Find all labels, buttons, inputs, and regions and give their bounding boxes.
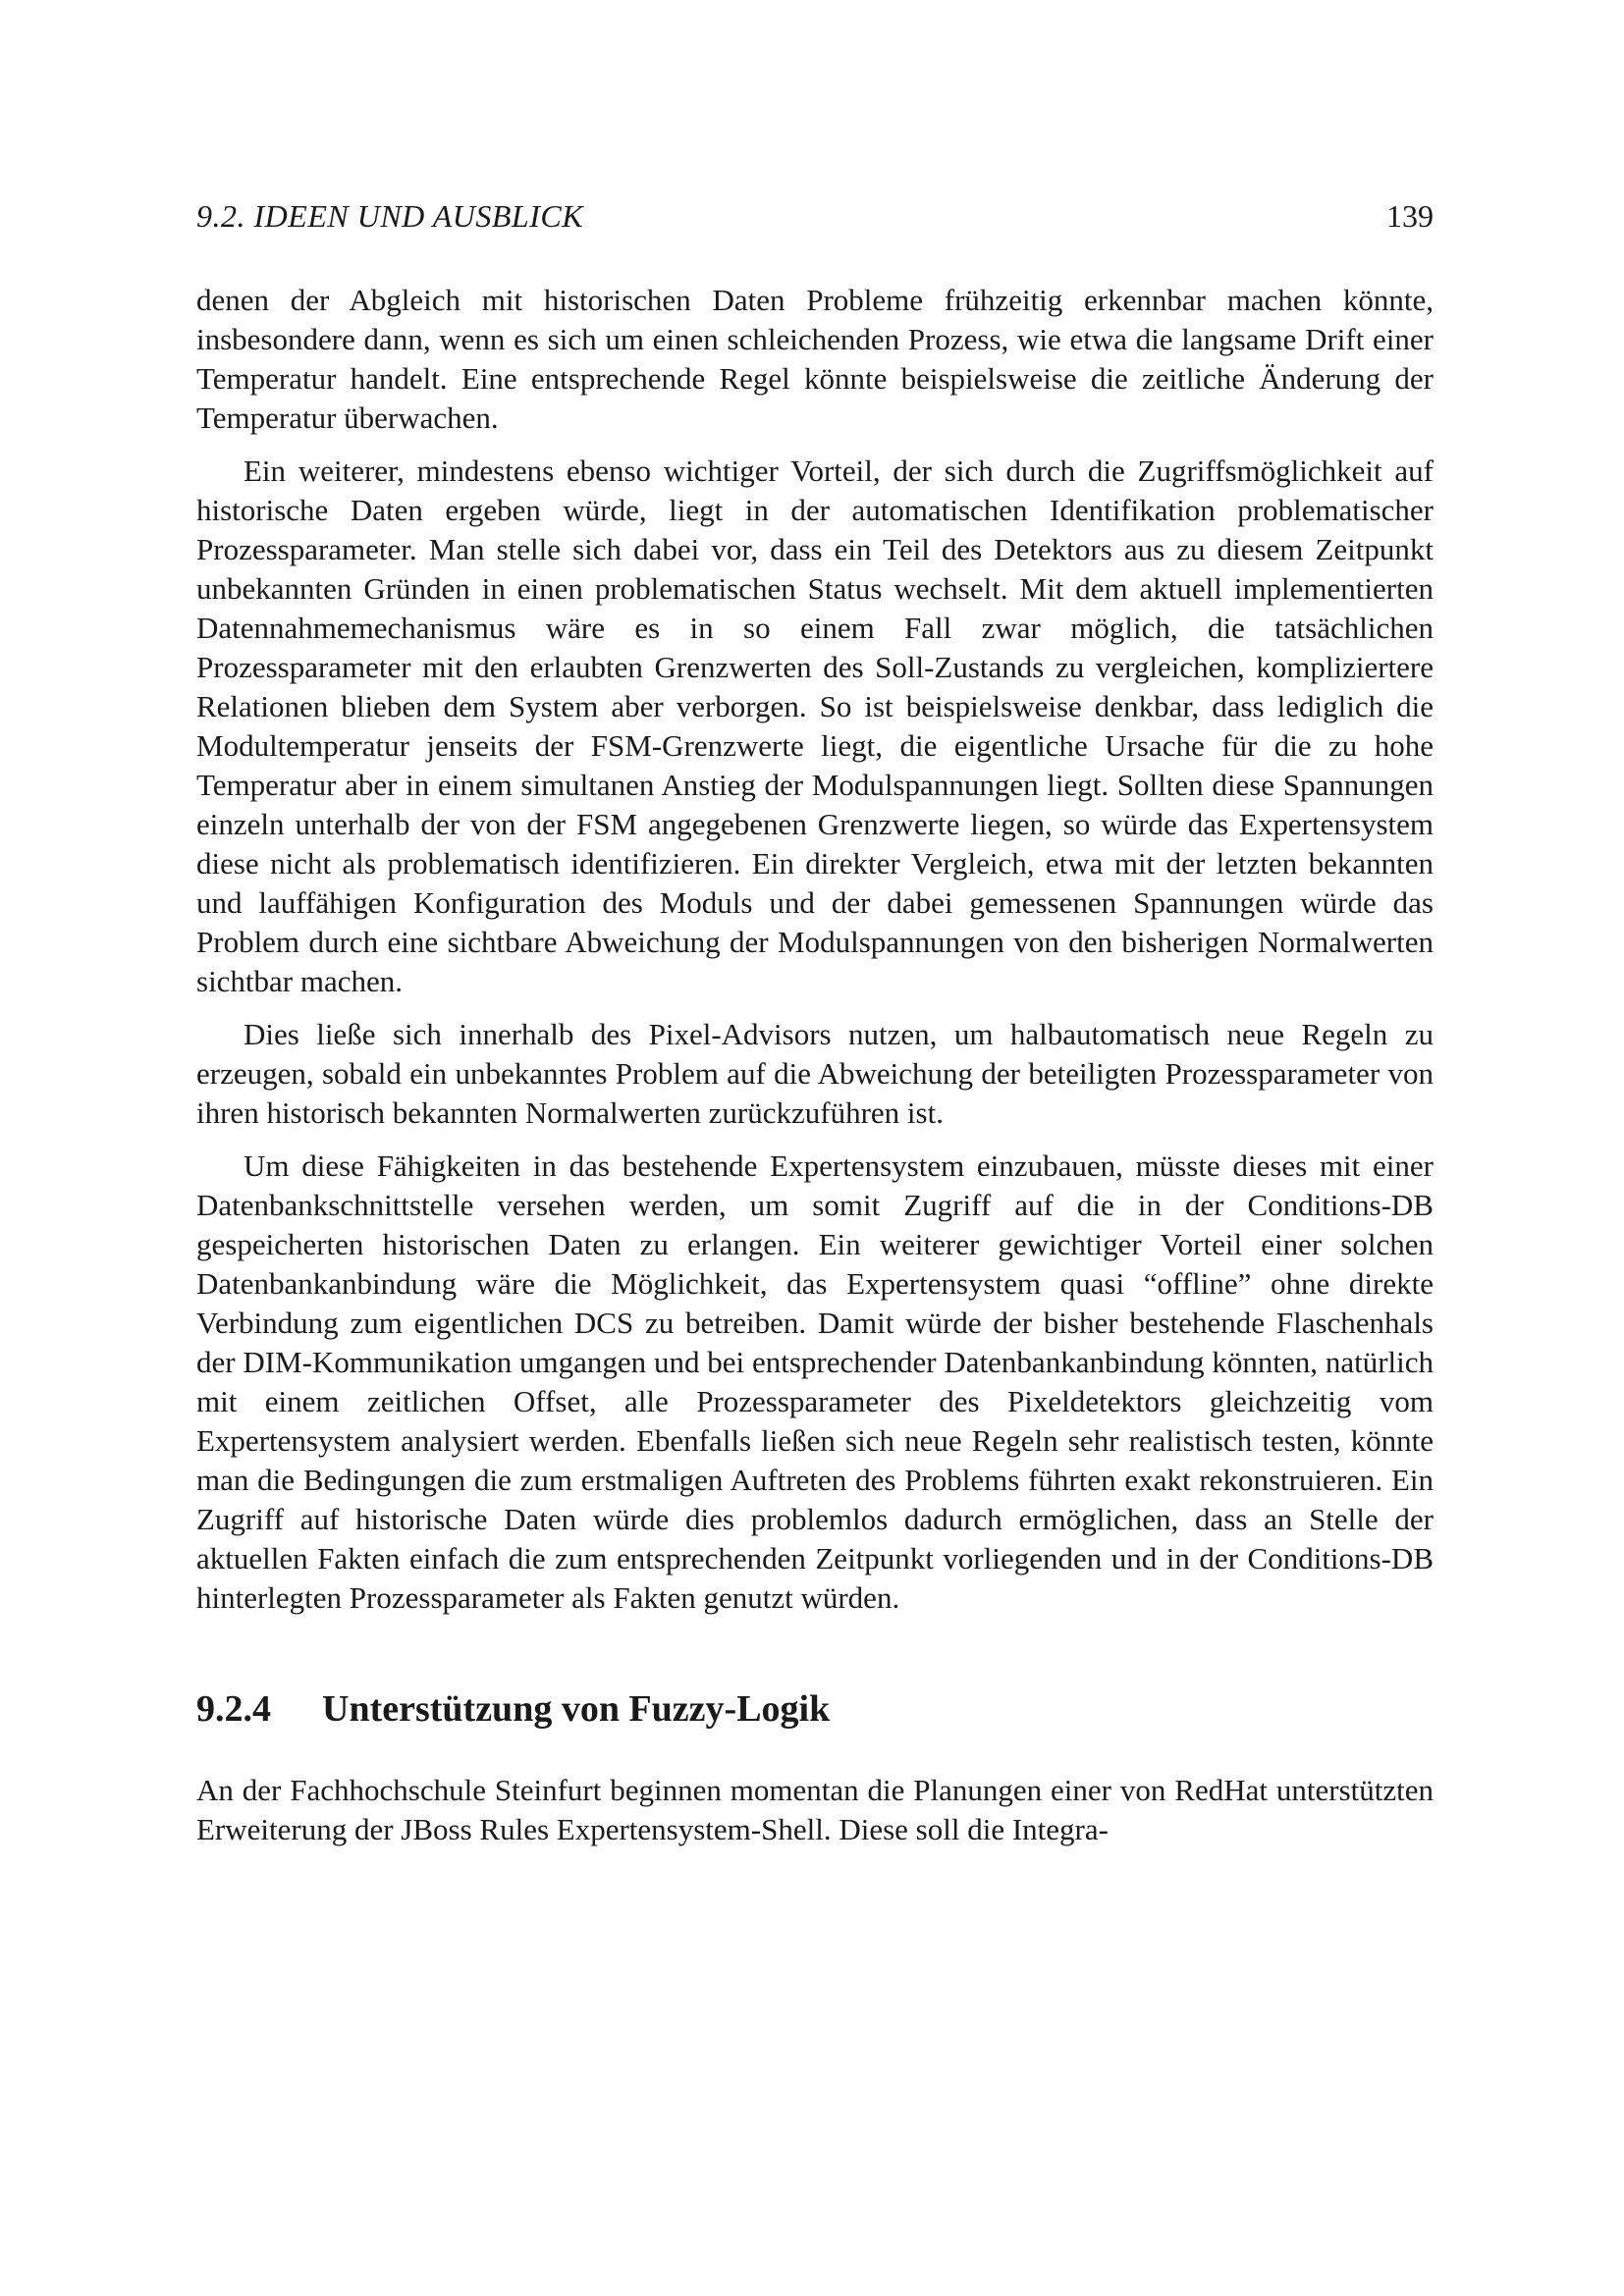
running-head-section: 9.2. IDEEN UND AUSBLICK <box>196 198 584 234</box>
document-page <box>196 196 1434 1863</box>
paragraph-5: An der Fachhochschule Steinfurt beginnen momentan die Planungen einer von RedHat unterstützten Erweiterung der JBoss Rules Expertensystem-Shell. Diese soll die Integra- <box>196 1773 1434 1846</box>
section-number: 9.2.4 <box>196 1688 271 1730</box>
section-title: Unterstützung von Fuzzy-Logik <box>322 1688 831 1730</box>
paragraph-1: denen der Abgleich mit historischen Daten Probleme frühzeitig erkennbar machen könnte, insbesondere dann, wenn es sich um einen schleichenden Prozess, wie etwa die langsame Drift einer Temperatur handelt. Eine entsprechende Regel könnte beispielsweise die zeitliche Änderung der Temperatur überwachen. <box>196 283 1434 435</box>
page-number: 139 <box>1386 198 1434 234</box>
running-head <box>196 196 1434 236</box>
section-heading <box>196 1686 1434 1732</box>
paragraph-4: Um diese Fähigkeiten in das bestehende Expertensystem einzubauen, müsste dieses mit einer Datenbankschnittstelle versehen werden, um somit Zugriff auf die in der Conditions-DB gespeicherten historischen Daten zu erlangen. Ein weiterer gewichtiger Vorteil einer solchen Datenbankanbindung wäre die Möglichkeit, das Expertensystem quasi “offline” ohne direkte Verbindung zum eigentlichen DCS zu betreiben. Damit würde der bisher bestehende Flaschenhals der DIM-Kommunikation umgangen und bei entsprechender Datenbankanbindung könnten, natürlich mit einem zeitlichen Offset, alle Prozessparameter des Pixeldetektors gleichzeitig vom Expertensystem analysiert werden. Ebenfalls ließen sich neue Regeln sehr realistisch testen, könnte man die Bedingungen die zum erstmaligen Auftreten des Problems führten exakt rekonstruieren. Ein Zugriff auf historische Daten würde dies problemlos dadurch ermöglichen, dass an Stelle der aktuellen Fakten einfach die zum entsprechenden Zeitpunkt vorliegenden und in der Conditions-DB hinterlegten Prozessparameter als Fakten genutzt würden. <box>196 1148 1434 1615</box>
paragraph-2: Ein weiterer, mindestens ebenso wichtiger Vorteil, der sich durch die Zugriffsmöglichkeit auf historische Daten ergeben würde, liegt in der automatischen Identifikation problematischer Prozessparameter. Man stelle sich dabei vor, dass ein Teil des Detektors aus zu diesem Zeitpunkt unbekannten Gründen in einen problematischen Status wechselt. Mit dem aktuell implementierten Datennahmemechanismus wäre es in so einem Fall zwar möglich, die tatsächlichen Prozessparameter mit den erlaubten Grenzwerten des Soll-Zustands zu vergleichen, kompliziertere Relationen blieben dem System aber verborgen. So ist beispielsweise denkbar, dass lediglich die Modultemperatur jenseits der FSM-Grenzwerte liegt, die eigentliche Ursache für die zu hohe Temperatur aber in einem simultanen Anstieg der Modulspannungen liegt. Sollten diese Spannungen einzeln unterhalb der von der FSM angegebenen Grenzwerte liegen, so würde das Expertensystem diese nicht als problematisch identifizieren. Ein direkter Vergleich, etwa mit der letzten bekannten und lauffähigen Konfiguration des Moduls und der dabei gemessenen Spannungen würde das Problem durch eine sichtbare Abweichung der Modulspannungen von den bisherigen Normalwerten sichtbar machen. <box>196 454 1434 998</box>
paragraph-3: Dies ließe sich innerhalb des Pixel-Advisors nutzen, um halbautomatisch neue Regeln zu erzeugen, sobald ein unbekanntes Problem auf die Abweichung der beteiligten Prozessparameter von ihren historisch bekannten Normalwerten zurückzuführen ist. <box>196 1017 1434 1130</box>
